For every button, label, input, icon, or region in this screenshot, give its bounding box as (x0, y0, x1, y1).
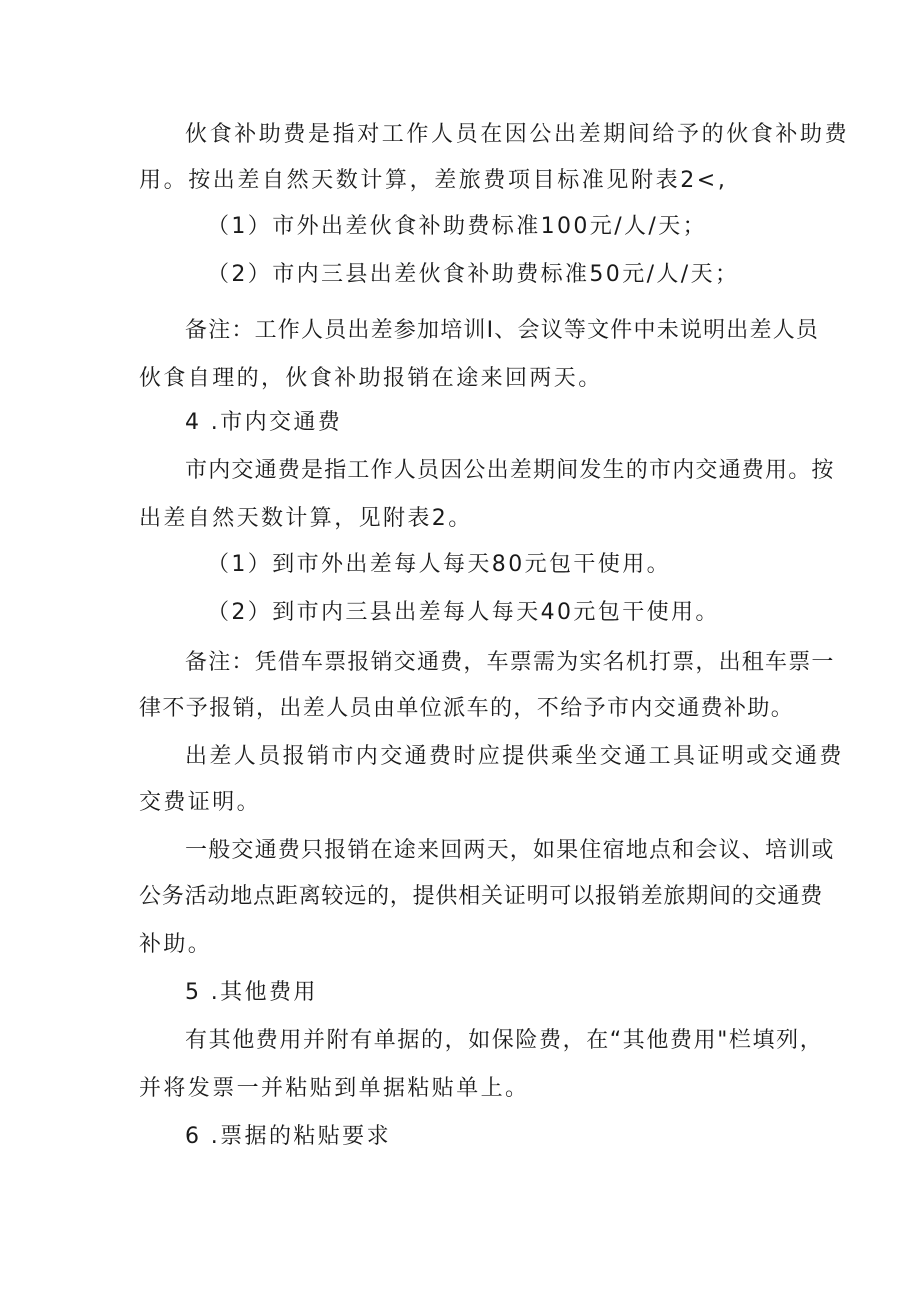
text-line: 有其他费用并附有单据的，如保险费，在“其他费用"栏填列， (185, 1028, 824, 1053)
text-line: 交费证明。 (139, 790, 262, 815)
section-heading: 4 .市内交通费 (185, 410, 343, 435)
text-line: 用。按出差自然天数计算，差旅费项目标准见附表2<, (139, 168, 728, 193)
text-line: 一般交通费只报销在途来回两天，如果住宿地点和会议、培训或 (185, 838, 835, 863)
text-line: 出差自然天数计算，见附表2。 (139, 506, 473, 531)
text-line: 备注：工作人员出差参加培训I、会议等文件中未说明出差人员 (185, 318, 820, 343)
text-line: 公务活动地点距离较远的，提供相关证明可以报销差旅期间的交通费 (139, 884, 824, 909)
text-line: （2）到市内三县出差每人每天40元包干使用。 (207, 600, 720, 625)
text-line: 伙食自理的，伙食补助报销在途来回两天。 (139, 366, 603, 391)
text-line: （1）到市外出差每人每天80元包干使用。 (207, 552, 671, 577)
text-line: 市内交通费是指工作人员因公出差期间发生的市内交通费用。按 (185, 458, 835, 483)
text-line: 律不予报销，出差人员由单位派车的，不给予市内交通费补助。 (139, 696, 795, 721)
section-heading: 6 .票据的粘贴要求 (185, 1124, 391, 1149)
text-line: 出差人员报销市内交通费时应提供乘坐交通工具证明或交通费 (185, 744, 844, 769)
text-line: 伙食补助费是指对工作人员在因公出差期间给予的伙食补助费 (185, 122, 850, 147)
text-line: 补助。 (139, 932, 213, 957)
text-line: 并将发票一并粘贴到单据粘贴单上。 (139, 1076, 530, 1101)
text-line: 备注：凭借车票报销交通费，车票需为实名机打票，出租车票一 (185, 650, 835, 675)
text-line: （2）市内三县出差伙食补助费标准50元/人/天； (207, 262, 740, 287)
section-heading: 5 .其他费用 (185, 980, 318, 1005)
text-line: （1）市外出差伙食补助费标准100元/人/天； (207, 214, 708, 239)
